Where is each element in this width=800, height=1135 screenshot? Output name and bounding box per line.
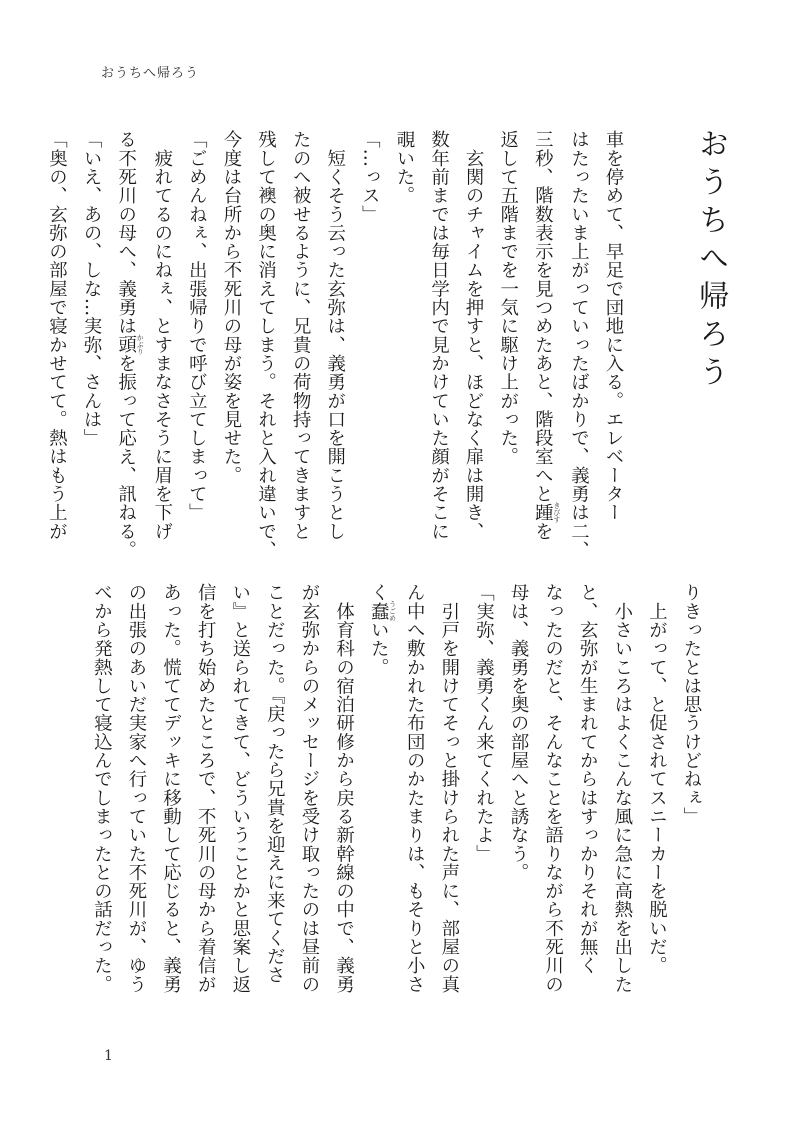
text-line: 「実弥、義勇くん来てくれたよ」: [473, 583, 495, 863]
text-line: 「奥の、玄弥の部屋で寝かせてて。熱はもう上が: [46, 130, 68, 541]
text-run: 三秒、階数表示を見つめたあと、階段室へと: [532, 130, 554, 503]
text-line: 「いえ、あの、しな…実弥、さんは」: [81, 130, 103, 448]
text-line: 上がって、と促されてスニーカーを脱いだ。: [646, 583, 668, 975]
text-line: なったのだと、そんなことを語りながら不死川の: [542, 583, 564, 994]
lower-text-block: [84, 583, 708, 995]
chapter-title: おうちへ帰ろう: [693, 128, 729, 394]
ruby-kibisu: [532, 501, 561, 523]
text-line: りきったとは思うけどねぇ」: [681, 583, 702, 826]
text-line: 数年前までは毎日学内で見かけていた顔がそこに: [428, 130, 450, 541]
text-line: 体育科の宿泊研修から戻る新幹線の中で、義勇: [333, 583, 355, 994]
text-run: る不死川の母へ、義勇は: [115, 130, 137, 336]
text-line: 玄関のチャイムを押すと、ほどなく扉は開き、: [463, 130, 485, 541]
text-line: 短くそう云った玄弥は、義勇が口を開こうとし: [324, 130, 346, 541]
text-line: 「ごめんねぇ、出張帰りで呼び立てしまって」: [186, 130, 208, 522]
text-line: たのへ被せるように、兄貴の荷物持ってきますと: [290, 130, 312, 541]
ruby-reading: きびす: [552, 501, 561, 523]
text-line: [525, 130, 561, 542]
text-line: [108, 130, 145, 559]
text-run: を振って応え、訊ねる。: [115, 353, 137, 559]
text-line: ん中へ敷かれた布団のかたまりは、もそりと小さ: [404, 583, 426, 994]
text-run: いた。: [368, 620, 390, 677]
text-line: 車を停めて、早足で団地に入る。エレベーター: [603, 130, 624, 522]
text-line: 返して五階までを一気に駆け上がった。: [497, 130, 519, 466]
text-line: が玄弥からのメッセージを受け取ったのは昼前の: [298, 583, 320, 994]
text-run: く: [368, 583, 390, 602]
text-line: [361, 583, 397, 995]
text-line: 覗いた。: [393, 130, 415, 205]
text-line: あった。慌ててデッキに移動して応じると、義勇: [160, 583, 182, 994]
text-line: 疲れてるのにねぇ、とすまなさそうに眉を下げ: [151, 130, 173, 541]
ruby-base: 踵: [532, 501, 554, 523]
text-line: 引戸を開けてそっと掛けられた声に、部屋の真: [438, 583, 460, 994]
ruby-reading: かぶり: [136, 333, 145, 355]
text-line: い』と送られてきて、どういうことかと思案し返: [229, 583, 251, 994]
text-line: 残して襖の奥に消えてしまう。それと入れ違いで、: [255, 130, 277, 559]
text-line: べから発熱して寝込んでしまったとの話だった。: [91, 583, 113, 994]
text-line: の出張のあいだ実家へ行っていた不死川が、ゆう: [126, 583, 147, 994]
ruby-reading: うごめ: [388, 600, 397, 622]
page-number: 1: [104, 1048, 113, 1064]
ruby-kaburi: [115, 333, 145, 355]
text-line: 「…っス」: [359, 130, 381, 224]
upper-text-block: [39, 130, 630, 559]
ruby-base: 頭: [115, 333, 137, 355]
text-line: 信を打ち始めたところで、不死川の母から着信が: [195, 583, 217, 994]
ruby-ugome: [368, 600, 397, 622]
text-line: と、玄弥が生まれてからはすっかりそれが無く: [577, 583, 599, 975]
ruby-base: 蠢: [368, 600, 390, 622]
text-line: 母は、義勇を奥の部屋へと誘なう。: [508, 583, 530, 882]
text-run: を: [532, 521, 554, 541]
text-line: ことだった。『戻ったら兄貴を迎えに来てくださ: [264, 583, 286, 985]
text-line: 今度は台所から不死川の母が姿を見せた。: [220, 130, 242, 485]
text-line: 小さいころはよくこんな風に急に高熱を出した: [611, 583, 633, 994]
text-line: はたったいま上がっていったばかりで、義勇は二、: [568, 130, 590, 559]
running-header: おうちへ帰ろう: [101, 66, 200, 81]
